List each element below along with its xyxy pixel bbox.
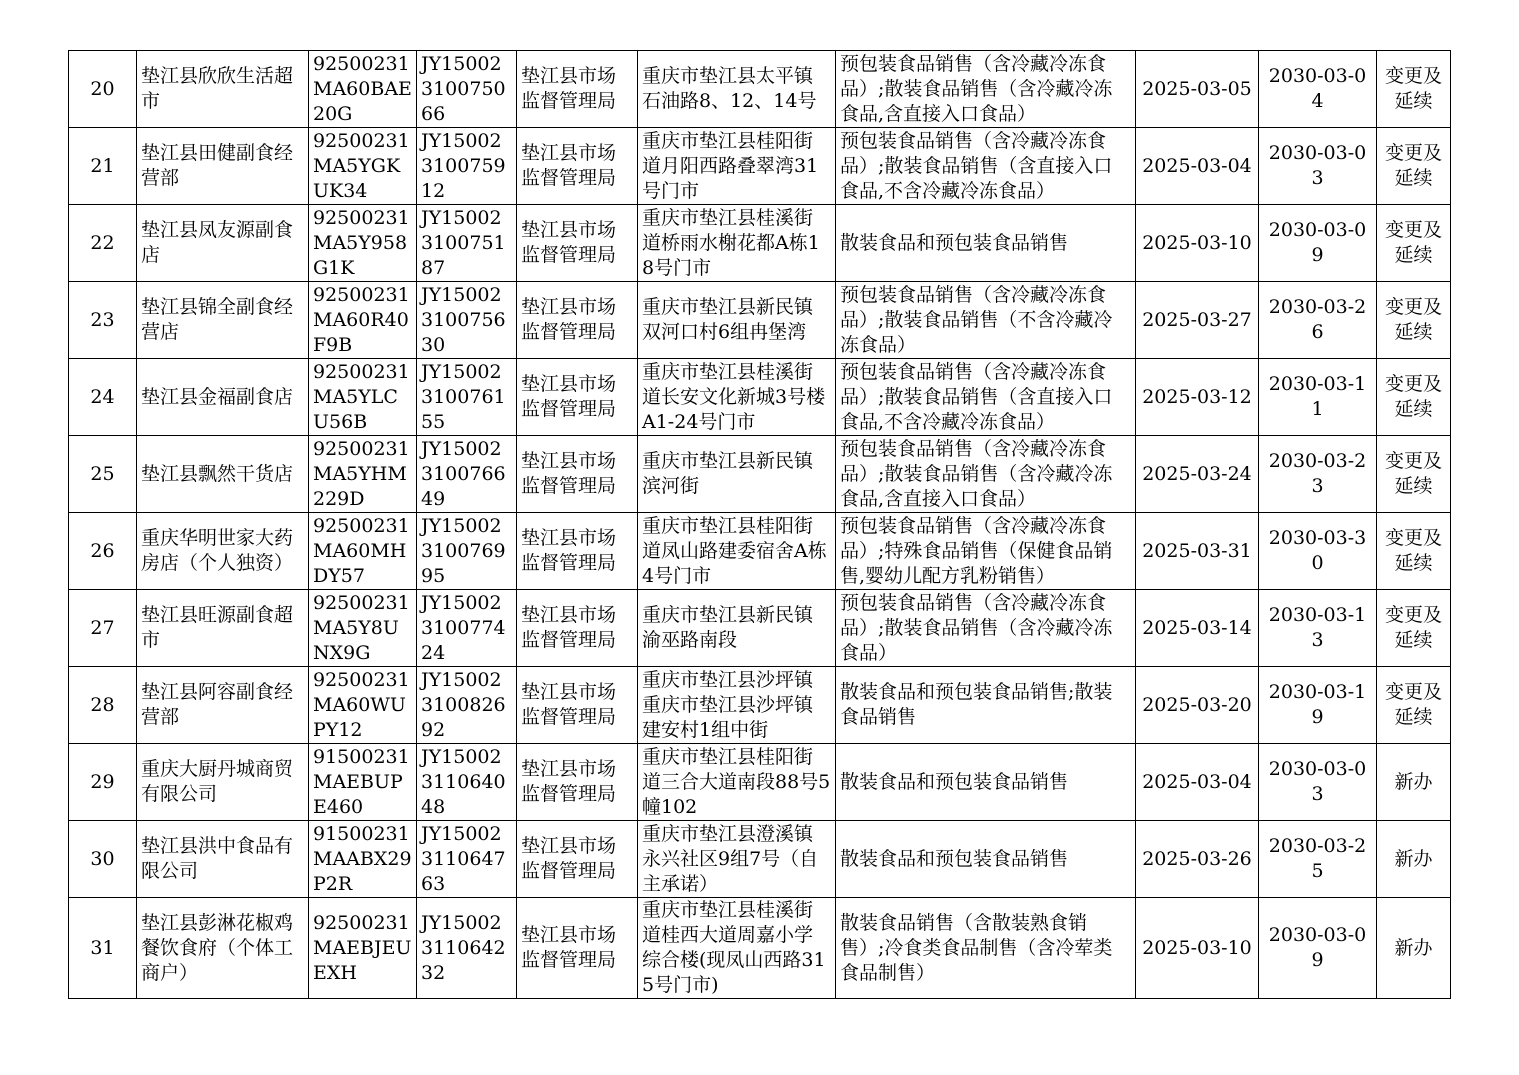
permit-number: JY15002310082692	[417, 667, 517, 744]
issuing-authority: 垫江县市场监督管理局	[517, 51, 638, 128]
expiry-date: 2030-03-19	[1259, 667, 1377, 744]
credit-code: 92500231MA5YGKUK34	[309, 128, 417, 205]
business-name: 垫江县飘然干货店	[137, 436, 309, 513]
expiry-date: 2030-03-13	[1259, 590, 1377, 667]
application-type: 新办	[1377, 898, 1451, 999]
table-row	[69, 898, 1451, 999]
row-number: 24	[69, 359, 137, 436]
application-type: 新办	[1377, 744, 1451, 821]
credit-code: 92500231MA60R40F9B	[309, 282, 417, 359]
issuing-authority: 垫江县市场监督管理局	[517, 282, 638, 359]
permit-number: JY15002310076155	[417, 359, 517, 436]
business-scope: 预包装食品销售（含冷藏冷冻食品）;散装食品销售（含冷藏冷冻食品）	[836, 590, 1136, 667]
business-address: 重庆市垫江县桂阳街道凤山路建委宿舍A栋4号门市	[638, 513, 836, 590]
business-scope: 预包装食品销售（含冷藏冷冻食品）;散装食品销售（含冷藏冷冻食品,含直接入口食品）	[836, 436, 1136, 513]
business-address: 重庆市垫江县澄溪镇永兴社区9组7号（自主承诺）	[638, 821, 836, 898]
issue-date: 2025-03-31	[1136, 513, 1259, 590]
business-scope: 预包装食品销售（含冷藏冷冻食品）;散装食品销售（含直接入口食品,不含冷藏冷冻食品）	[836, 128, 1136, 205]
row-number: 28	[69, 667, 137, 744]
business-address: 重庆市垫江县太平镇石油路8、12、14号	[638, 51, 836, 128]
credit-code: 92500231MA60MHDY57	[309, 513, 417, 590]
business-name: 垫江县金福副食店	[137, 359, 309, 436]
business-scope: 预包装食品销售（含冷藏冷冻食品）;散装食品销售（含冷藏冷冻食品,含直接入口食品）	[836, 51, 1136, 128]
permit-number: JY15002310077424	[417, 590, 517, 667]
issue-date: 2025-03-04	[1136, 128, 1259, 205]
table-row	[69, 51, 1451, 128]
row-number: 25	[69, 436, 137, 513]
business-address: 重庆市垫江县桂阳街道三合大道南段88号5幢102	[638, 744, 836, 821]
expiry-date: 2030-03-09	[1259, 205, 1377, 282]
permit-number: JY15002311064048	[417, 744, 517, 821]
permit-number: JY15002310075912	[417, 128, 517, 205]
business-scope: 预包装食品销售（含冷藏冷冻食品）;散装食品销售（不含冷藏冷冻食品）	[836, 282, 1136, 359]
application-type: 变更及延续	[1377, 359, 1451, 436]
business-name: 垫江县阿容副食经营部	[137, 667, 309, 744]
issue-date: 2025-03-14	[1136, 590, 1259, 667]
business-name: 垫江县彭淋花椒鸡餐饮食府（个体工商户）	[137, 898, 309, 999]
business-scope: 散装食品和预包装食品销售	[836, 821, 1136, 898]
expiry-date: 2030-03-03	[1259, 744, 1377, 821]
row-number: 27	[69, 590, 137, 667]
table-row	[69, 513, 1451, 590]
issue-date: 2025-03-12	[1136, 359, 1259, 436]
business-name: 垫江县欣欣生活超市	[137, 51, 309, 128]
expiry-date: 2030-03-23	[1259, 436, 1377, 513]
credit-code: 92500231MA5Y8UNX9G	[309, 590, 417, 667]
expiry-date: 2030-03-09	[1259, 898, 1377, 999]
table-row	[69, 128, 1451, 205]
issuing-authority: 垫江县市场监督管理局	[517, 590, 638, 667]
business-scope: 散装食品和预包装食品销售	[836, 744, 1136, 821]
business-address: 重庆市垫江县桂溪街道桂西大道周嘉小学综合楼(现凤山西路315号门市)	[638, 898, 836, 999]
application-type: 变更及延续	[1377, 51, 1451, 128]
expiry-date: 2030-03-04	[1259, 51, 1377, 128]
business-name: 垫江县凤友源副食店	[137, 205, 309, 282]
issue-date: 2025-03-05	[1136, 51, 1259, 128]
credit-code: 91500231MAEBUPE460	[309, 744, 417, 821]
application-type: 变更及延续	[1377, 436, 1451, 513]
application-type: 变更及延续	[1377, 667, 1451, 744]
table-row	[69, 205, 1451, 282]
permit-number: JY15002310076649	[417, 436, 517, 513]
table-body	[69, 51, 1451, 999]
issuing-authority: 垫江县市场监督管理局	[517, 359, 638, 436]
application-type: 变更及延续	[1377, 282, 1451, 359]
issuing-authority: 垫江县市场监督管理局	[517, 128, 638, 205]
application-type: 变更及延续	[1377, 513, 1451, 590]
business-name: 重庆华明世家大药房店（个人独资）	[137, 513, 309, 590]
credit-code: 92500231MA5YHM229D	[309, 436, 417, 513]
issue-date: 2025-03-20	[1136, 667, 1259, 744]
credit-code: 92500231MA60BAE20G	[309, 51, 417, 128]
business-address: 重庆市垫江县新民镇双河口村6组冉堡湾	[638, 282, 836, 359]
business-name: 垫江县洪中食品有限公司	[137, 821, 309, 898]
business-address: 重庆市垫江县沙坪镇重庆市垫江县沙坪镇建安村1组中街	[638, 667, 836, 744]
table-row	[69, 359, 1451, 436]
issue-date: 2025-03-10	[1136, 898, 1259, 999]
expiry-date: 2030-03-30	[1259, 513, 1377, 590]
business-address: 重庆市垫江县桂溪街道桥雨水榭花都A栋18号门市	[638, 205, 836, 282]
credit-code: 92500231MA5Y958G1K	[309, 205, 417, 282]
issuing-authority: 垫江县市场监督管理局	[517, 436, 638, 513]
business-scope: 预包装食品销售（含冷藏冷冻食品）;散装食品销售（含直接入口食品,不含冷藏冷冻食品）	[836, 359, 1136, 436]
row-number: 30	[69, 821, 137, 898]
issue-date: 2025-03-10	[1136, 205, 1259, 282]
issue-date: 2025-03-26	[1136, 821, 1259, 898]
issue-date: 2025-03-04	[1136, 744, 1259, 821]
table-row	[69, 282, 1451, 359]
business-address: 重庆市垫江县新民镇渝巫路南段	[638, 590, 836, 667]
business-address: 重庆市垫江县桂阳街道月阳西路叠翠湾31号门市	[638, 128, 836, 205]
business-name: 重庆大厨丹城商贸有限公司	[137, 744, 309, 821]
credit-code: 91500231MAABX29P2R	[309, 821, 417, 898]
credit-code: 92500231MA60WUPY12	[309, 667, 417, 744]
permit-number: JY15002310076995	[417, 513, 517, 590]
permit-table	[68, 50, 1451, 999]
issuing-authority: 垫江县市场监督管理局	[517, 667, 638, 744]
issuing-authority: 垫江县市场监督管理局	[517, 821, 638, 898]
business-name: 垫江县旺源副食超市	[137, 590, 309, 667]
table-row	[69, 590, 1451, 667]
table-row	[69, 667, 1451, 744]
business-address: 重庆市垫江县桂溪街道长安文化新城3号楼A1-24号门市	[638, 359, 836, 436]
expiry-date: 2030-03-26	[1259, 282, 1377, 359]
issuing-authority: 垫江县市场监督管理局	[517, 205, 638, 282]
permit-number: JY15002310075066	[417, 51, 517, 128]
expiry-date: 2030-03-11	[1259, 359, 1377, 436]
row-number: 29	[69, 744, 137, 821]
business-name: 垫江县锦全副食经营店	[137, 282, 309, 359]
issue-date: 2025-03-24	[1136, 436, 1259, 513]
credit-code: 92500231MAEBJEUEXH	[309, 898, 417, 999]
credit-code: 92500231MA5YLCU56B	[309, 359, 417, 436]
business-name: 垫江县田健副食经营部	[137, 128, 309, 205]
row-number: 21	[69, 128, 137, 205]
issue-date: 2025-03-27	[1136, 282, 1259, 359]
table-row	[69, 744, 1451, 821]
business-scope: 散装食品销售（含散装熟食销售）;冷食类食品制售（含冷荤类食品制售）	[836, 898, 1136, 999]
business-scope: 散装食品和预包装食品销售;散装食品销售	[836, 667, 1136, 744]
issuing-authority: 垫江县市场监督管理局	[517, 898, 638, 999]
row-number: 23	[69, 282, 137, 359]
permit-number: JY15002311064232	[417, 898, 517, 999]
business-address: 重庆市垫江县新民镇滨河街	[638, 436, 836, 513]
expiry-date: 2030-03-25	[1259, 821, 1377, 898]
row-number: 20	[69, 51, 137, 128]
issuing-authority: 垫江县市场监督管理局	[517, 744, 638, 821]
permit-number: JY15002310075187	[417, 205, 517, 282]
application-type: 变更及延续	[1377, 128, 1451, 205]
permit-number: JY15002310075630	[417, 282, 517, 359]
row-number: 31	[69, 898, 137, 999]
row-number: 22	[69, 205, 137, 282]
table-row	[69, 436, 1451, 513]
application-type: 变更及延续	[1377, 590, 1451, 667]
permit-number: JY15002311064763	[417, 821, 517, 898]
table-row	[69, 821, 1451, 898]
issuing-authority: 垫江县市场监督管理局	[517, 513, 638, 590]
application-type: 变更及延续	[1377, 205, 1451, 282]
row-number: 26	[69, 513, 137, 590]
business-scope: 预包装食品销售（含冷藏冷冻食品）;特殊食品销售（保健食品销售,婴幼儿配方乳粉销售）	[836, 513, 1136, 590]
application-type: 新办	[1377, 821, 1451, 898]
business-scope: 散装食品和预包装食品销售	[836, 205, 1136, 282]
expiry-date: 2030-03-03	[1259, 128, 1377, 205]
